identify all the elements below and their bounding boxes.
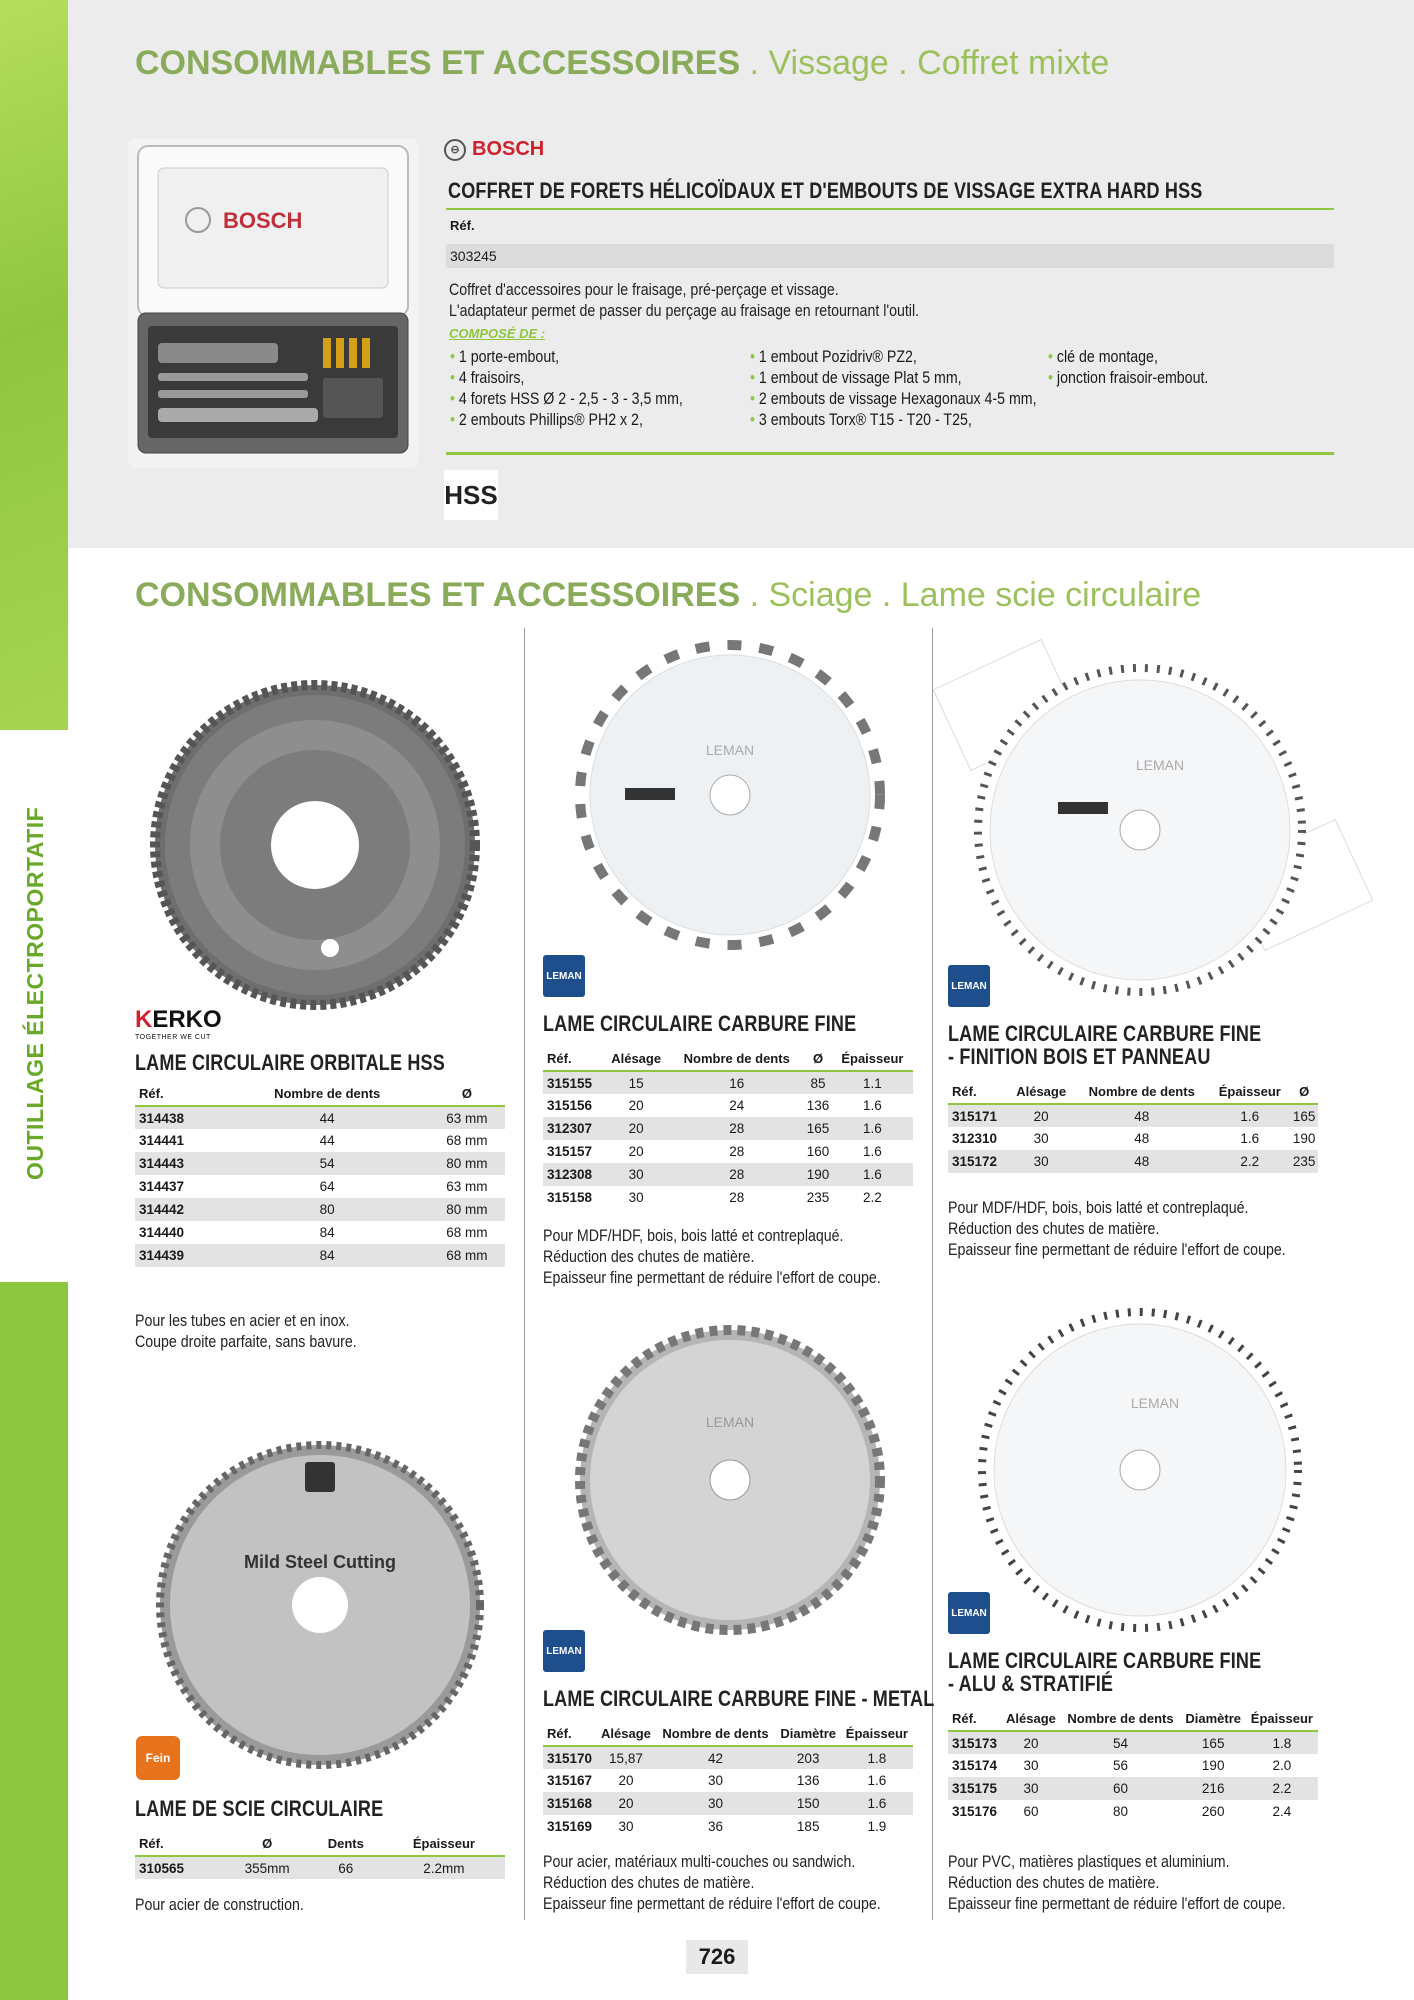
section-title-vissage: CONSOMMABLES ET ACCESSOIRES . Vissage . Coffret mixte bbox=[135, 44, 1110, 82]
table-row: 315157 20 28 160 1.6 bbox=[547, 1144, 882, 1159]
bosch-product-title: COFFRET DE FORETS HÉLICOÏDAUX ET D'EMBOUTS DE VISSAGE EXTRA HARD HSS bbox=[448, 178, 1203, 203]
title-underline bbox=[446, 208, 1334, 210]
leman-finition-spec-table bbox=[948, 1080, 1318, 1173]
fein-blade-image bbox=[155, 1440, 485, 1770]
leman-fine-note-3: Epaisseur fine permettant de réduire l'effort de coupe. bbox=[543, 1269, 881, 1287]
leman-finition-note-1: Pour MDF/HDF, bois, bois latté et contreplaqué. bbox=[948, 1199, 1249, 1217]
leman-alu-spec-table bbox=[948, 1707, 1318, 1823]
page-number: 726 bbox=[686, 1940, 748, 1974]
table-row: 312307 20 28 165 1.6 bbox=[543, 1117, 913, 1140]
column-header: Ø bbox=[226, 1832, 309, 1856]
list-item: • 4 fraisoirs, bbox=[450, 368, 683, 389]
case-brand-text: BOSCH bbox=[223, 208, 303, 233]
column-header: Ø bbox=[804, 1047, 832, 1071]
erko-product-title: LAME CIRCULAIRE ORBITALE HSS bbox=[135, 1050, 445, 1075]
table-row: 314441 44 68 mm bbox=[139, 1133, 488, 1148]
leman-metal-spec-table bbox=[543, 1722, 913, 1838]
table-row: 314443 54 80 mm bbox=[135, 1152, 505, 1175]
bosch-armature-icon: ⊖ bbox=[444, 139, 466, 161]
leman-metal-note-3: Epaisseur fine permettant de réduire l'effort de coupe. bbox=[543, 1895, 881, 1913]
column-divider-1 bbox=[524, 628, 525, 1920]
leman-alu-title-2: - ALU & STRATIFIÉ bbox=[948, 1671, 1114, 1696]
table-row: 315176 60 80 260 2.4 bbox=[952, 1804, 1292, 1819]
table-row: 310565 355mm 66 2.2mm bbox=[135, 1856, 505, 1879]
fein-product-title: LAME DE SCIE CIRCULAIRE bbox=[135, 1796, 384, 1821]
leman-finition-note-3: Epaisseur fine permettant de réduire l'effort de coupe. bbox=[948, 1241, 1286, 1259]
column-header: Épaisseur bbox=[1246, 1707, 1318, 1731]
leman-alu-title-1: LAME CIRCULAIRE CARBURE FINE bbox=[948, 1648, 1262, 1673]
contents-list-col3 bbox=[1048, 347, 1208, 389]
table-row: 315168 20 30 150 1.6 bbox=[543, 1792, 913, 1815]
column-header: Nombre de dents bbox=[655, 1722, 775, 1746]
column-header: Épaisseur bbox=[832, 1047, 913, 1071]
column-header: Diamètre bbox=[776, 1722, 841, 1746]
list-item: • 2 embouts de vissage Hexagonaux 4-5 mm, bbox=[750, 389, 1037, 410]
blade-logo-text: LEMAN bbox=[705, 1414, 755, 1430]
leman-finition-title-2: - FINITION BOIS ET PANNEAU bbox=[948, 1044, 1211, 1069]
compose-label: COMPOSÉ DE : bbox=[449, 326, 546, 341]
column-header: Dents bbox=[309, 1832, 383, 1856]
table-row: 314442 80 80 mm bbox=[135, 1198, 505, 1221]
leman-finition-blade-image bbox=[970, 660, 1310, 1000]
fein-brand-logo: Fein bbox=[136, 1736, 180, 1780]
column-header: Nombre de dents bbox=[669, 1047, 804, 1071]
column-header: Épaisseur bbox=[1209, 1080, 1290, 1104]
ref-label: Réf. bbox=[450, 218, 475, 233]
leman-finition-title-1: LAME CIRCULAIRE CARBURE FINE bbox=[948, 1021, 1262, 1046]
column-header: Réf. bbox=[135, 1082, 226, 1106]
bosch-brand-logo: ⊖ BOSCH bbox=[444, 138, 544, 161]
column-header: Épaisseur bbox=[841, 1722, 913, 1746]
table-row: 315167 20 30 136 1.6 bbox=[547, 1773, 887, 1788]
sidebar-decor-bottom bbox=[0, 1282, 68, 2000]
leman-alu-blade-image bbox=[975, 1300, 1305, 1640]
table-row: 315174 30 56 190 2.0 bbox=[952, 1758, 1292, 1773]
sidebar-decor-top bbox=[0, 0, 68, 730]
table-row: 314438 44 63 mm bbox=[135, 1106, 505, 1129]
column-header: Réf. bbox=[543, 1722, 597, 1746]
leman-metal-note-1: Pour acier, matériaux multi-couches ou sandwich. bbox=[543, 1853, 856, 1871]
sidebar-category-label: OUTILLAGE ÉLECTROPORTATIF bbox=[22, 806, 48, 1180]
list-item: • 1 embout Pozidriv® PZ2, bbox=[750, 347, 1037, 368]
table-row: 312308 30 28 190 1.6 bbox=[543, 1163, 913, 1186]
column-header: Alésage bbox=[1002, 1707, 1061, 1731]
contents-list-col2 bbox=[750, 347, 1037, 431]
table-row: 315172 30 48 2.2 235 bbox=[948, 1150, 1318, 1173]
ref-value: 303245 bbox=[446, 244, 1334, 268]
list-item: • 3 embouts Torx® T15 - T20 - T25, bbox=[750, 410, 1037, 431]
blade-logo-text: LEMAN bbox=[1130, 1395, 1180, 1411]
erko-note-1: Pour les tubes en acier et en inox. bbox=[135, 1312, 350, 1330]
leman-fine-blade-image bbox=[565, 640, 895, 950]
leman-metal-note-2: Réduction des chutes de matière. bbox=[543, 1874, 755, 1892]
fein-note-1: Pour acier de construction. bbox=[135, 1896, 304, 1914]
column-header: Alésage bbox=[1008, 1080, 1074, 1104]
section-rule bbox=[446, 452, 1334, 455]
leman-brand-logo: LEMAN bbox=[543, 1630, 585, 1672]
table-row: 315155 15 16 85 1.1 bbox=[543, 1071, 913, 1094]
list-item: • 1 porte-embout, bbox=[450, 347, 683, 368]
column-header: Alésage bbox=[603, 1047, 669, 1071]
leman-metal-title: LAME CIRCULAIRE CARBURE FINE - METAL bbox=[543, 1686, 935, 1711]
fein-spec-table bbox=[135, 1832, 505, 1879]
material-tag-hss: HSS bbox=[444, 470, 498, 520]
blade-label-mild-steel: Mild Steel Cutting bbox=[244, 1552, 396, 1572]
bosch-case-image bbox=[128, 138, 418, 468]
column-header: Réf. bbox=[135, 1832, 226, 1856]
column-header: Ø bbox=[1290, 1080, 1318, 1104]
table-row: 315156 20 24 136 1.6 bbox=[547, 1098, 882, 1113]
leman-fine-note-1: Pour MDF/HDF, bois, bois latté et contreplaqué. bbox=[543, 1227, 844, 1245]
leman-fine-note-2: Réduction des chutes de matière. bbox=[543, 1248, 755, 1266]
leman-finition-note-2: Réduction des chutes de matière. bbox=[948, 1220, 1160, 1238]
leman-alu-note-1: Pour PVC, matières plastiques et aluminium. bbox=[948, 1853, 1230, 1871]
column-header: Nombre de dents bbox=[226, 1082, 429, 1106]
erko-note-2: Coupe droite parfaite, sans bavure. bbox=[135, 1333, 357, 1351]
contents-list-col1 bbox=[450, 347, 683, 431]
column-header: Réf. bbox=[948, 1707, 1002, 1731]
list-item: • 2 embouts Phillips® PH2 x 2, bbox=[450, 410, 683, 431]
erko-brand-logo: KERKO TOGETHER WE CUT bbox=[135, 1006, 222, 1041]
column-header: Nombre de dents bbox=[1060, 1707, 1180, 1731]
table-row: 315173 20 54 165 1.8 bbox=[948, 1731, 1318, 1754]
leman-brand-logo: LEMAN bbox=[543, 955, 585, 997]
description-line-2: L'adaptateur permet de passer du perçage au fraisage en retournant l'outil. bbox=[449, 302, 920, 320]
blade-logo-text: LEMAN bbox=[705, 742, 755, 758]
column-header: Réf. bbox=[948, 1080, 1008, 1104]
table-row: 315158 30 28 235 2.2 bbox=[547, 1190, 882, 1205]
erko-hss-blade-image bbox=[150, 680, 480, 1010]
description-line-1: Coffret d'accessoires pour le fraisage, pré-perçage et vissage. bbox=[449, 281, 839, 299]
leman-fine-spec-table bbox=[543, 1047, 913, 1209]
list-item: • 4 forets HSS Ø 2 - 2,5 - 3 - 3,5 mm, bbox=[450, 389, 683, 410]
table-row: 315175 30 60 216 2.2 bbox=[948, 1777, 1318, 1800]
column-header: Nombre de dents bbox=[1074, 1080, 1209, 1104]
column-header: Épaisseur bbox=[383, 1832, 505, 1856]
column-header: Alésage bbox=[597, 1722, 656, 1746]
table-row: 314439 84 68 mm bbox=[135, 1244, 505, 1267]
leman-metal-blade-image bbox=[565, 1325, 895, 1635]
table-row: 315171 20 48 1.6 165 bbox=[948, 1104, 1318, 1127]
leman-fine-title: LAME CIRCULAIRE CARBURE FINE bbox=[543, 1011, 857, 1036]
table-row: 314437 64 63 mm bbox=[139, 1179, 488, 1194]
column-header: Ø bbox=[429, 1082, 505, 1106]
list-item: • 1 embout de vissage Plat 5 mm, bbox=[750, 368, 1037, 389]
erko-spec-table bbox=[135, 1082, 505, 1267]
table-row: 315169 30 36 185 1.9 bbox=[547, 1819, 887, 1834]
leman-alu-note-3: Epaisseur fine permettant de réduire l'effort de coupe. bbox=[948, 1895, 1286, 1913]
leman-alu-note-2: Réduction des chutes de matière. bbox=[948, 1874, 1160, 1892]
leman-brand-logo: LEMAN bbox=[948, 1592, 990, 1634]
table-row: 312310 30 48 1.6 190 bbox=[952, 1131, 1316, 1146]
table-row: 315170 15,87 42 203 1.8 bbox=[543, 1746, 913, 1769]
list-item: • clé de montage, bbox=[1048, 347, 1208, 368]
list-item: • jonction fraisoir-embout. bbox=[1048, 368, 1208, 389]
table-row: 314440 84 68 mm bbox=[139, 1225, 488, 1240]
column-header: Réf. bbox=[543, 1047, 603, 1071]
column-header: Diamètre bbox=[1181, 1707, 1246, 1731]
column-divider-2 bbox=[932, 628, 933, 1920]
section-title-sciage: CONSOMMABLES ET ACCESSOIRES . Sciage . Lame scie circulaire bbox=[135, 576, 1202, 614]
blade-logo-text: LEMAN bbox=[1135, 757, 1185, 773]
leman-brand-logo: LEMAN bbox=[948, 965, 990, 1007]
